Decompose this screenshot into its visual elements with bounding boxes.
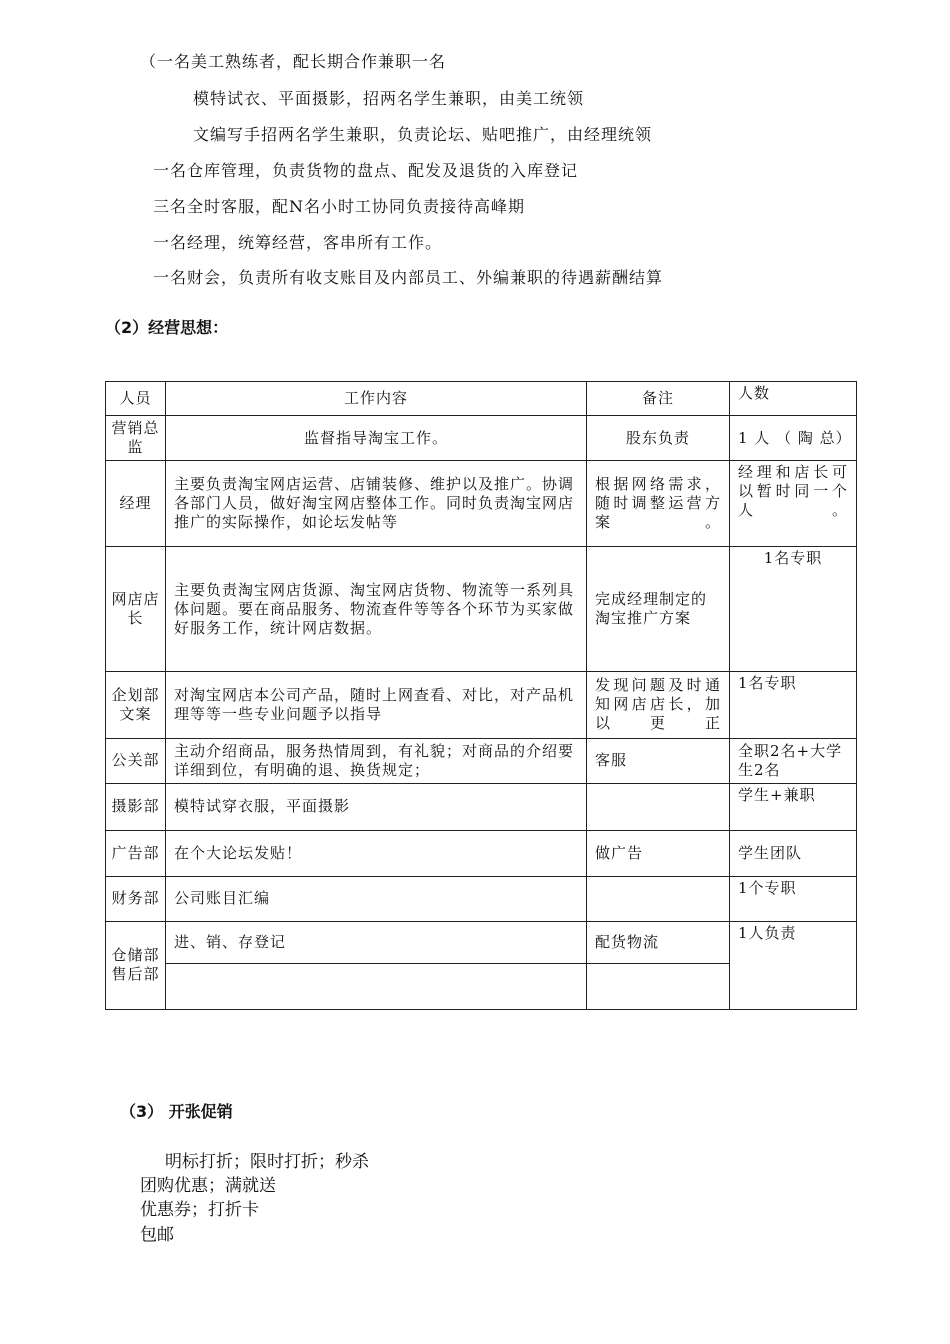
promo-line-4: 包邮 bbox=[140, 1225, 174, 1245]
cell-content: 主动介绍商品，服务热情周到，有礼貌；对商品的介绍要详细到位，有明确的退、换货规定； bbox=[166, 738, 587, 783]
promo-line-1: 明标打折；限时打折；秒杀 bbox=[165, 1152, 369, 1172]
cell-count: 1名专职 bbox=[730, 547, 857, 672]
cell-note bbox=[587, 876, 730, 921]
cell-count: 学生+兼职 bbox=[730, 783, 857, 830]
cell-content: 对淘宝网店本公司产品，随时上网查看、对比，对产品机理等等一些专业问题予以指导 bbox=[166, 672, 587, 738]
intro-line-5: 三名全时客服，配N名小时工协同负责接待高峰期 bbox=[153, 197, 526, 216]
cell-count: 经理和店长可以暂时同一个人。 bbox=[730, 461, 857, 547]
cell-content: 主要负责淘宝网店货源、淘宝网店货物、物流等一系列具体问题。要在商品服务、物流查件等等各个环节为买家做好服务工作，统计网店数据。 bbox=[166, 547, 587, 672]
cell-note bbox=[587, 783, 730, 830]
table-row bbox=[106, 921, 857, 963]
intro-line-6: 一名经理，统筹经营，客串所有工作。 bbox=[153, 233, 443, 252]
header-person: 人员 bbox=[106, 382, 166, 416]
table-row bbox=[106, 416, 857, 461]
table-row bbox=[106, 876, 857, 921]
cell-count: 1 人 （ 陶 总） bbox=[730, 416, 857, 461]
cell-person: 广告部 bbox=[106, 830, 166, 876]
table-row bbox=[106, 738, 857, 783]
cell-note: 配货物流 bbox=[587, 921, 730, 963]
table-header-row bbox=[106, 382, 857, 416]
cell-person: 营销总监 bbox=[106, 416, 166, 461]
header-count: 人数 bbox=[730, 382, 857, 416]
cell-content: 公司账目汇编 bbox=[166, 876, 587, 921]
cell-note: 股东负责 bbox=[587, 416, 730, 461]
cell-person: 经理 bbox=[106, 461, 166, 547]
cell-content: 进、销、存登记 bbox=[166, 921, 587, 963]
cell-count: 1名专职 bbox=[730, 672, 857, 738]
table-row bbox=[106, 830, 857, 876]
intro-line-7: 一名财会，负责所有收支账目及内部员工、外编兼职的待遇薪酬结算 bbox=[153, 268, 664, 287]
cell-person: 网店店长 bbox=[106, 547, 166, 672]
cell-note: 根据网络需求，随时调整运营方案。 bbox=[587, 461, 730, 547]
cell-content: 在个大论坛发贴！ bbox=[166, 830, 587, 876]
cell-person: 摄影部 bbox=[106, 783, 166, 830]
intro-line-3: 文编写手招两名学生兼职，负责论坛、贴吧推广，由经理统领 bbox=[193, 125, 653, 144]
cell-person: 仓储部售后部 bbox=[106, 921, 166, 1009]
cell-person: 企划部文案 bbox=[106, 672, 166, 738]
cell-count: 全职2名+大学生2名 bbox=[730, 738, 857, 783]
cell-content: 主要负责淘宝网店运营、店铺装修、维护以及推广。协调各部门人员，做好淘宝网店整体工作。同时负责淘宝网店推广的实际操作，如论坛发帖等 bbox=[166, 461, 587, 547]
intro-line-1: （一名美工熟练者，配长期合作兼职一名 bbox=[140, 52, 447, 71]
cell-note: 发现问题及时通知网店店长，加以更正 bbox=[587, 672, 730, 738]
section-3-heading: （3） 开张促销 bbox=[120, 1102, 233, 1121]
promo-line-3: 优惠券；打折卡 bbox=[140, 1200, 259, 1220]
cell-count: 1个专职 bbox=[730, 876, 857, 921]
intro-line-2: 模特试衣、平面摄影，招两名学生兼职，由美工统领 bbox=[193, 89, 585, 108]
intro-line-4: 一名仓库管理，负责货物的盘点、配发及退货的入库登记 bbox=[153, 161, 579, 180]
cell-note: 完成经理制定的淘宝推广方案 bbox=[587, 547, 730, 672]
cell-note-empty bbox=[587, 963, 730, 1009]
cell-content-empty bbox=[166, 963, 587, 1009]
promo-line-2: 团购优惠；满就送 bbox=[140, 1176, 276, 1196]
cell-person: 财务部 bbox=[106, 876, 166, 921]
cell-note: 客服 bbox=[587, 738, 730, 783]
table-row bbox=[106, 783, 857, 830]
cell-note: 做广告 bbox=[587, 830, 730, 876]
section-2-heading: （2）经营思想： bbox=[105, 318, 229, 337]
header-content: 工作内容 bbox=[166, 382, 587, 416]
table-row bbox=[106, 461, 857, 547]
cell-count: 1人负责 bbox=[730, 921, 857, 1009]
cell-person: 公关部 bbox=[106, 738, 166, 783]
cell-count: 学生团队 bbox=[730, 830, 857, 876]
staff-table bbox=[105, 381, 857, 1010]
table-row bbox=[106, 547, 857, 672]
cell-content: 监督指导淘宝工作。 bbox=[166, 416, 587, 461]
header-note: 备注 bbox=[587, 382, 730, 416]
cell-content: 模特试穿衣服，平面摄影 bbox=[166, 783, 587, 830]
table-row bbox=[106, 672, 857, 738]
